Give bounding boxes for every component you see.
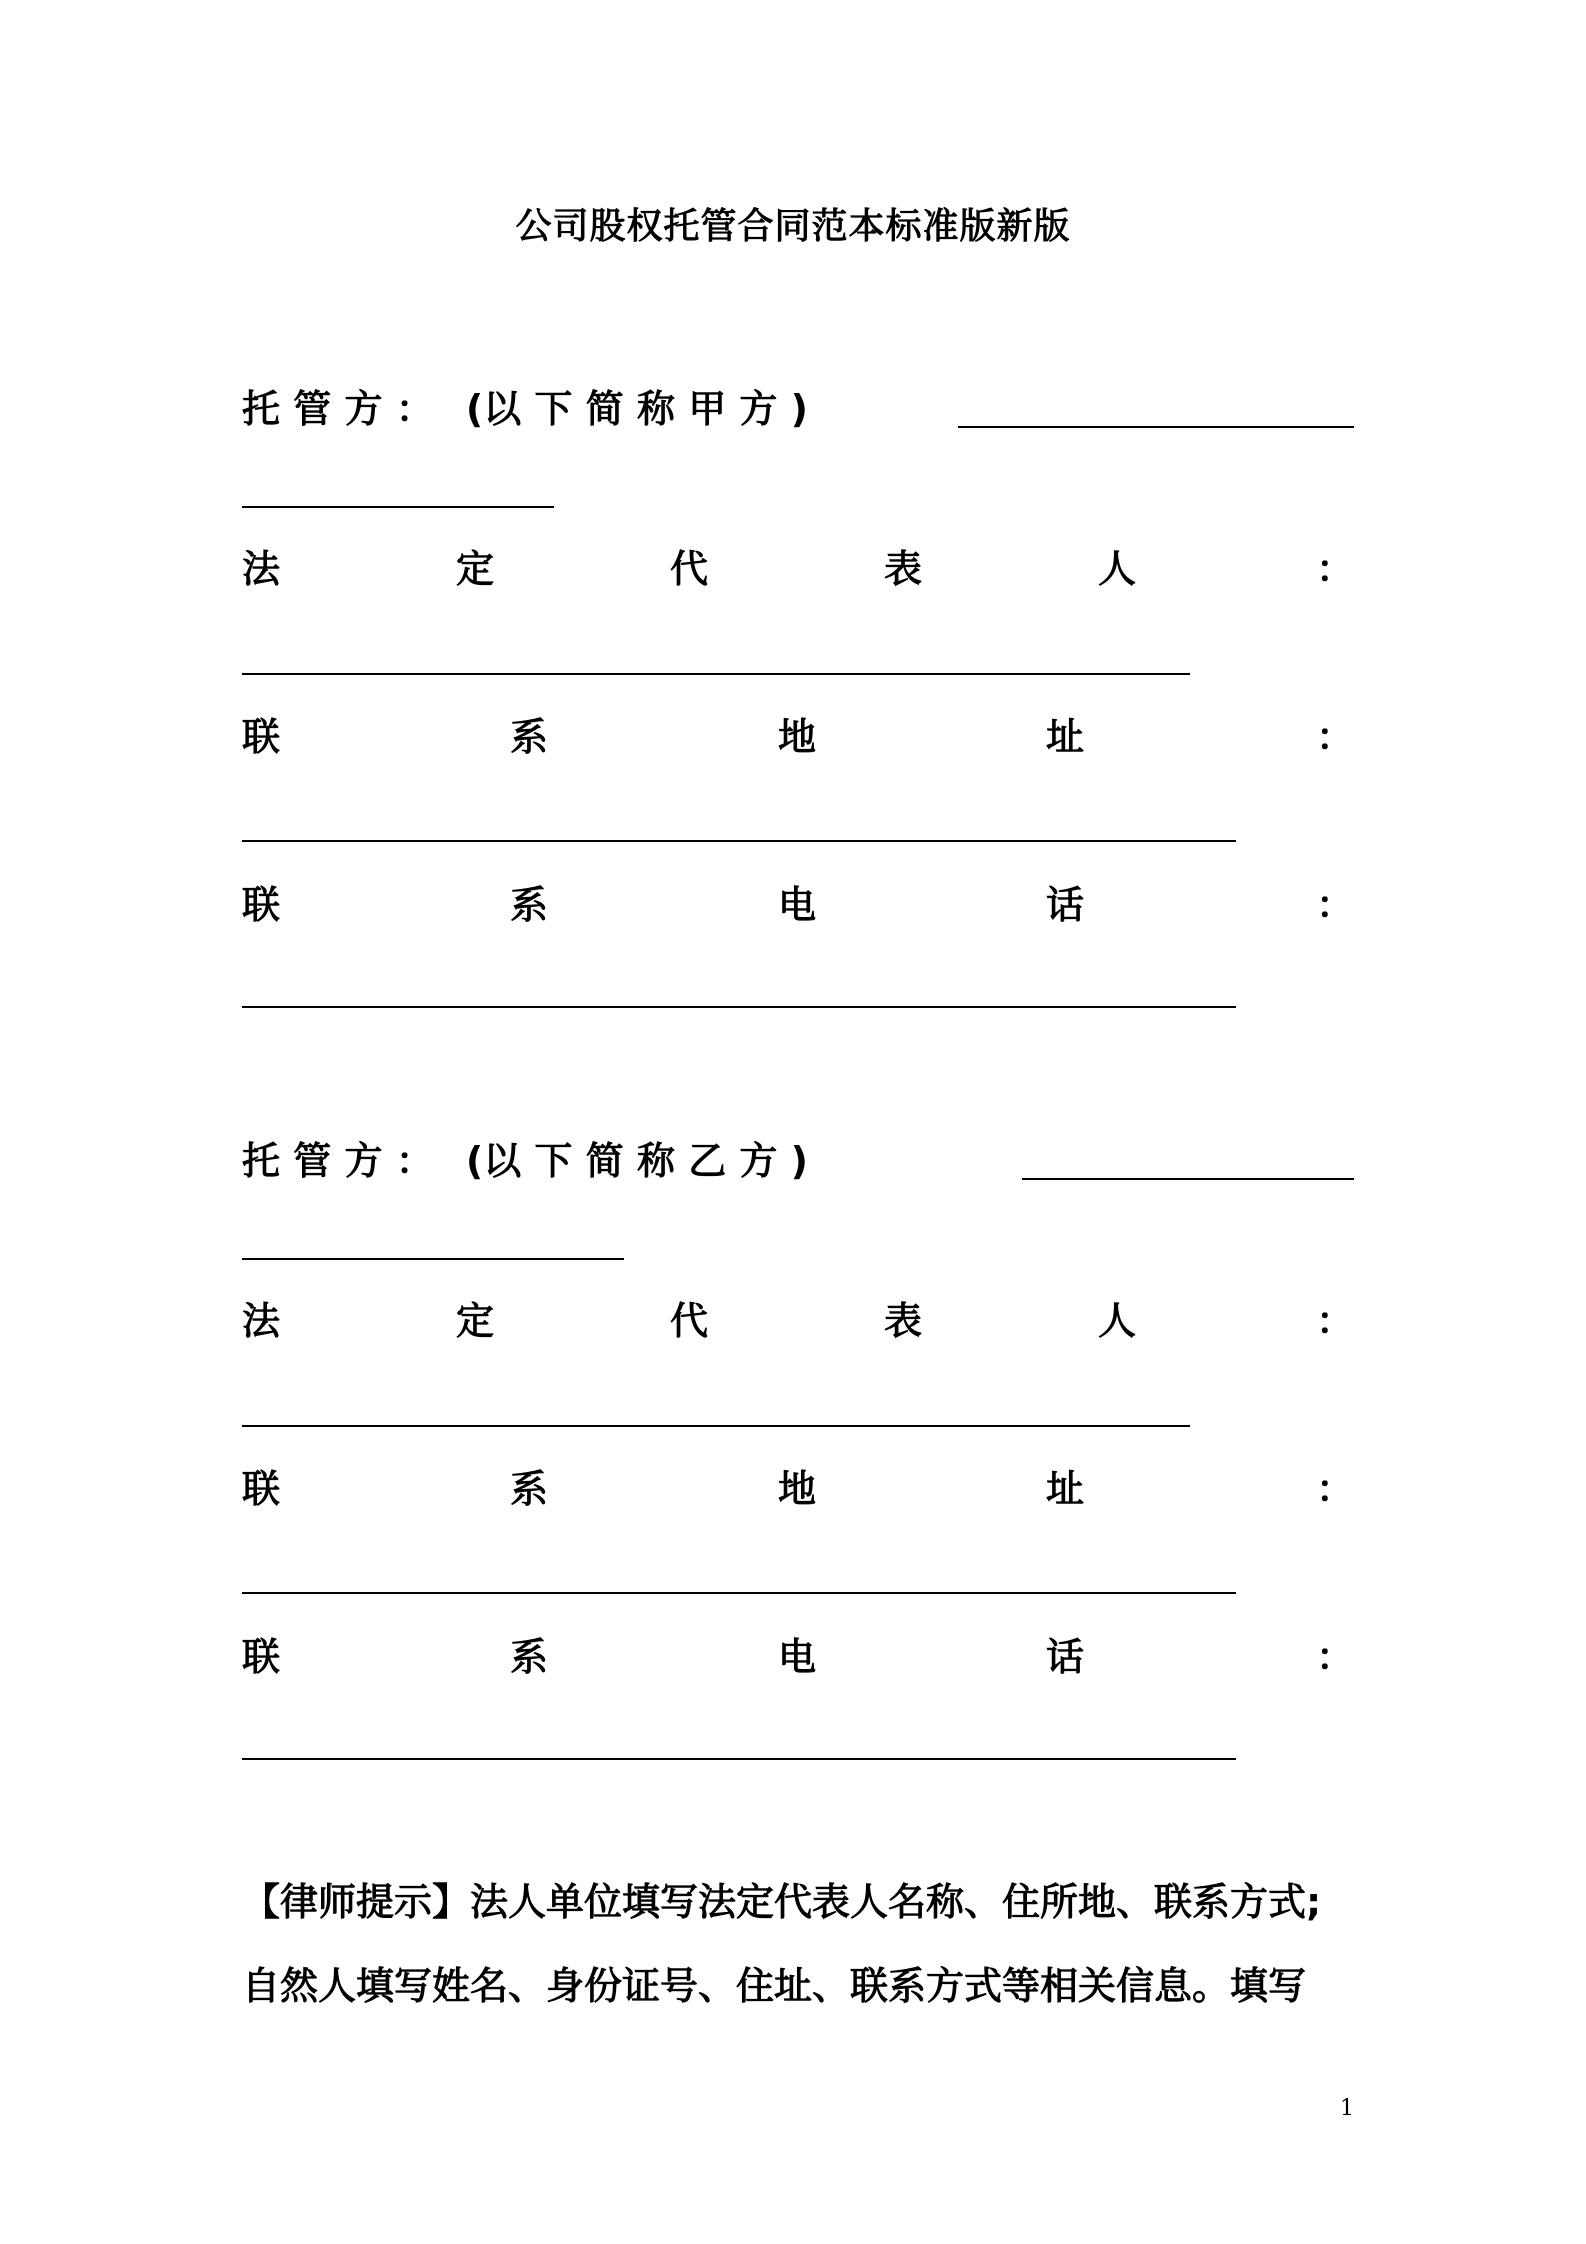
field-char: ： <box>1316 547 1355 591</box>
field-char: 定 <box>456 547 495 591</box>
document-title: 公司股权托管合同范本标准版新版 <box>515 206 1071 247</box>
field-char: 人 <box>1098 547 1137 591</box>
party-a-phone-blank <box>242 1006 1236 1008</box>
field-char: 联 <box>242 715 281 759</box>
field-char: 地 <box>778 715 817 759</box>
field-char: 联 <box>242 1467 281 1511</box>
field-char: ： <box>1316 1635 1355 1679</box>
party-b-address-label <box>242 1458 1354 1518</box>
party-a-header <box>242 378 1354 438</box>
field-char: 址 <box>1046 715 1085 759</box>
field-char: ： <box>1316 715 1355 759</box>
field-char: 代 <box>670 547 709 591</box>
field-char: ： <box>1316 1299 1355 1343</box>
party-b-header <box>242 1130 1354 1190</box>
party-a-legal-rep-label <box>242 538 1354 598</box>
party-a-name-blank <box>958 426 1354 428</box>
party-a-phone-label <box>242 874 1354 934</box>
party-a-name-blank-continued <box>242 506 554 508</box>
lawyer-tip-line-2: 自然人填写姓名、身份证号、住址、联系方式等相关信息。填写 <box>242 1964 1307 2008</box>
field-char: 定 <box>456 1299 495 1343</box>
field-char: ： <box>1316 883 1355 927</box>
field-char: 法 <box>242 547 281 591</box>
party-b-address-blank <box>242 1592 1236 1594</box>
field-char: 系 <box>510 715 549 759</box>
field-char: ： <box>1316 1467 1355 1511</box>
field-char: 法 <box>242 1299 281 1343</box>
field-char: 代 <box>670 1299 709 1343</box>
party-b-legal-rep-label <box>242 1290 1354 1350</box>
party-b-name-blank <box>1022 1178 1354 1180</box>
party-a-legal-rep-blank <box>242 673 1190 675</box>
lawyer-tip <box>242 1860 1354 2028</box>
party-a-address-label <box>242 706 1354 766</box>
field-char: 话 <box>1046 1635 1085 1679</box>
field-char: 话 <box>1046 883 1085 927</box>
party-b-name-blank-continued <box>242 1258 624 1260</box>
field-char: 址 <box>1046 1467 1085 1511</box>
field-char: 系 <box>510 883 549 927</box>
field-char: 系 <box>510 1635 549 1679</box>
field-char: 人 <box>1098 1299 1137 1343</box>
field-char: 电 <box>778 883 817 927</box>
field-char: 表 <box>884 547 923 591</box>
party-b-legal-rep-blank <box>242 1425 1190 1427</box>
party-b-phone-label <box>242 1626 1354 1686</box>
field-char: 联 <box>242 883 281 927</box>
party-b-phone-blank <box>242 1758 1236 1760</box>
field-char: 系 <box>510 1467 549 1511</box>
field-char: 联 <box>242 1635 281 1679</box>
party-b-label: 托 管 方 ： (以 下 简 称 乙 方 ) <box>242 1139 809 1183</box>
page-number: 1 <box>1340 2096 1354 2121</box>
lawyer-tip-line-1: 【律师提示】法人单位填写法定代表人名称、住所地、联系方式; <box>242 1880 1322 1924</box>
field-char: 电 <box>778 1635 817 1679</box>
field-char: 地 <box>778 1467 817 1511</box>
field-char: 表 <box>884 1299 923 1343</box>
party-a-address-blank <box>242 840 1236 842</box>
party-a-label: 托 管 方 ： (以 下 简 称 甲 方 ) <box>242 387 809 431</box>
